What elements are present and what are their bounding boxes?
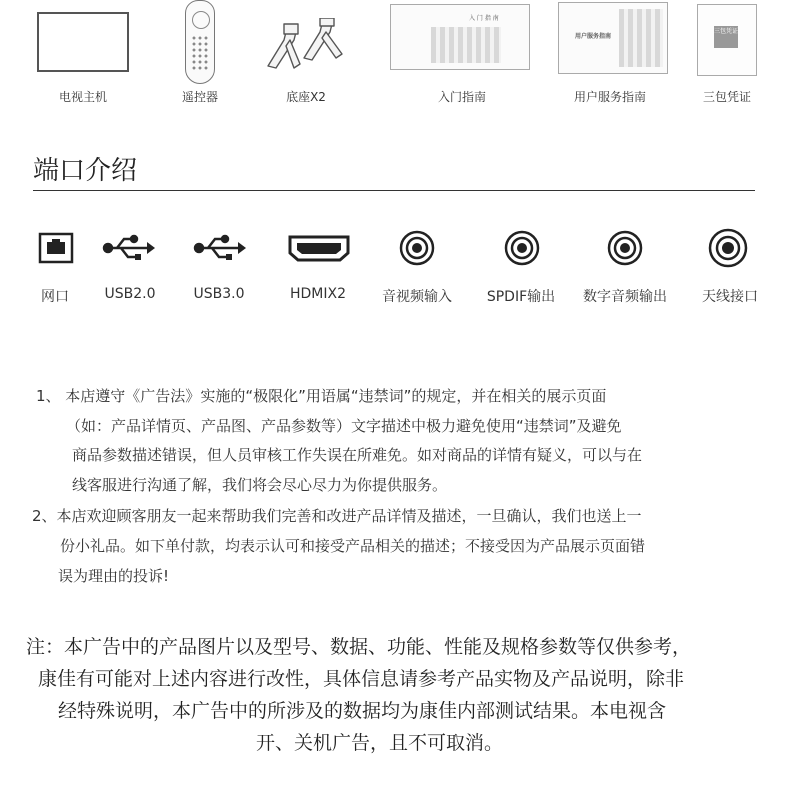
package-item-label: 底座X2 — [286, 90, 326, 104]
guide-cover-text: 入 门 指 南 — [469, 15, 499, 22]
antenna-port-icon — [708, 228, 748, 268]
disclaimer-line: 康佳有可能对上述内容进行改性，具体信息请参考产品实物及产品说明，除非 — [38, 668, 685, 690]
section-divider — [33, 190, 755, 191]
port-label: 音视频输入 — [382, 289, 452, 305]
port-label: 天线接口 — [702, 289, 758, 305]
notice-line: 误为理由的投诉! — [58, 567, 170, 585]
quick-start-guide-icon — [390, 4, 530, 70]
port-label: 数字音频输出 — [583, 289, 667, 305]
notice-line: 1、 本店遵守《广告法》实施的“极限化”用语属“违禁词”的规定，并在相关的展示页面 — [36, 387, 607, 405]
port-label: USB3.0 — [193, 286, 245, 302]
notice-line: （如：产品详情页、产品图、产品参数等）文字描述中极力避免使用“违禁词”及避免 — [66, 417, 622, 435]
port-label: SPDIF输出 — [486, 289, 556, 305]
warranty-badge: 三包凭证 — [714, 26, 738, 48]
notice-line: 线客服进行沟通了解，我们将会尽心尽力为你提供服务。 — [72, 476, 448, 494]
notice-line: 2、本店欢迎顾客朋友一起来帮助我们完善和改进产品详情及描述，一旦确认，我们也送上一 — [32, 507, 642, 525]
package-item-label: 三包凭证 — [702, 90, 751, 104]
user-service-guide-icon — [558, 2, 668, 74]
port-label: HDMIX2 — [289, 286, 346, 302]
guide-cover-text: 用户服务指南 — [575, 33, 612, 40]
av-input-port-icon — [397, 228, 437, 268]
package-item-label: 入门指南 — [437, 90, 486, 104]
section-title: 端口介绍 — [33, 156, 138, 186]
port-label: 网口 — [41, 289, 69, 305]
package-item-label: 电视主机 — [58, 90, 107, 104]
digital-audio-port-icon — [605, 228, 645, 268]
notice-line: 份小礼品。如下单付款，均表示认可和接受产品相关的描述；不接受因为产品展示页面错 — [60, 537, 646, 555]
stand-icon — [264, 18, 348, 74]
notice-line: 商品参数描述错误，但人员审核工作失误在所难免。如对商品的详情有疑义，可以与在 — [72, 446, 643, 464]
disclaimer-line: 注：本广告中的产品图片以及型号、数据、功能、性能及规格参数等仅供参考， — [26, 636, 692, 658]
disclaimer-line: 经特殊说明，本广告中的所涉及的数据均为康佳内部测试结果。本电视含 — [58, 700, 667, 722]
usb-icon — [192, 228, 248, 268]
warranty-card-icon — [697, 4, 757, 76]
ethernet-port-icon — [36, 228, 76, 268]
tv-unit-icon — [37, 12, 129, 72]
usb-icon — [101, 228, 157, 268]
package-item-label: 用户服务指南 — [573, 90, 646, 104]
spdif-port-icon — [502, 228, 542, 268]
hdmi-port-icon — [287, 228, 351, 268]
port-label: USB2.0 — [104, 286, 156, 302]
disclaimer-line: 开、关机广告，且不可取消。 — [256, 732, 504, 754]
remote-control-icon — [185, 0, 215, 84]
package-item-label: 遥控器 — [181, 90, 218, 104]
